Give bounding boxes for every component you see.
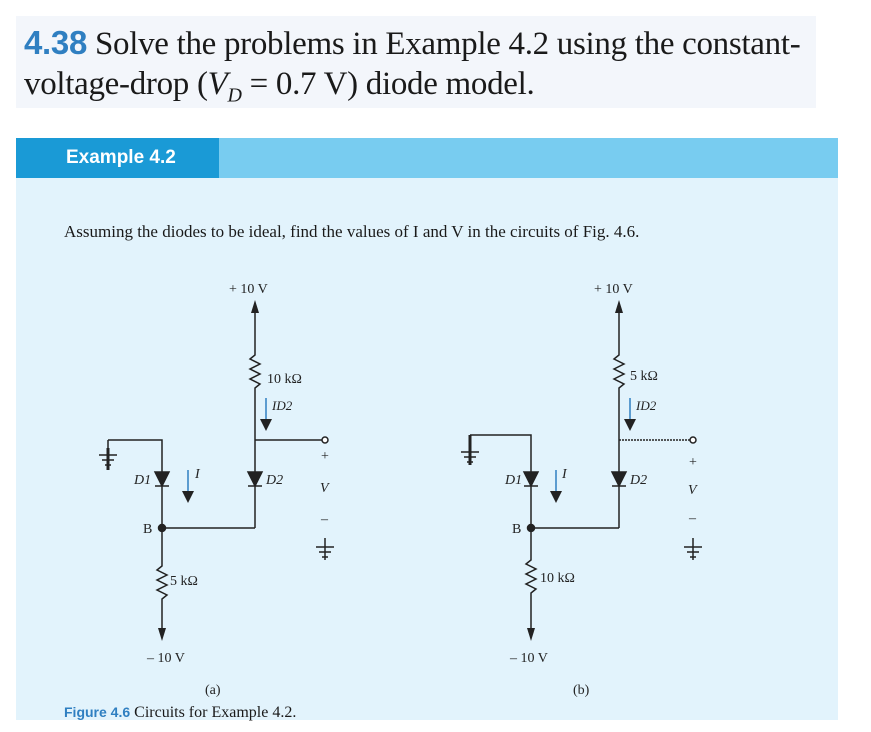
circuit-b-resistor-top	[614, 330, 624, 440]
circuit-a-ground-right	[316, 538, 334, 560]
circuit-a-supply-top: + 10 V	[229, 282, 268, 297]
problem-text-2b: = 0.7 V) diode model.	[241, 66, 535, 102]
circuit-a-node-label: B	[143, 522, 153, 537]
figure-caption	[64, 704, 296, 722]
circuit-b-v-minus: –	[689, 511, 696, 526]
circuit-a-label: (a)	[205, 683, 221, 698]
circuit-a-current-i-label: I	[195, 467, 200, 482]
circuit-a-resistor-bottom	[157, 528, 167, 630]
caption-figure-number: Figure 4.6	[64, 704, 131, 720]
circuit-b	[461, 300, 702, 641]
circuit-a-diode1	[155, 472, 169, 486]
circuit-b-label: (b)	[573, 683, 590, 698]
problem-line-2	[24, 66, 534, 108]
circuit-a-diode2	[248, 472, 262, 486]
circuit-a-resistor-top	[250, 330, 260, 440]
circuit-a-supply-bottom: – 10 V	[147, 651, 185, 666]
circuit-b-ground-right	[684, 538, 702, 560]
circuit-b-diode2-label: D2	[630, 473, 648, 488]
vd-symbol: V	[207, 66, 228, 102]
circuit-a-v-label: V	[320, 481, 329, 496]
circuit-b-diode2	[612, 472, 626, 486]
circuit-a-resistor-top-label: 10 kΩ	[267, 372, 302, 387]
circuit-b-resistor-bottom	[526, 528, 536, 630]
circuit-b-resistor-top-label: 5 kΩ	[630, 369, 658, 384]
circuit-b-current-i-label: I	[562, 467, 567, 482]
problem-line-1	[24, 24, 800, 63]
circuit-figure	[16, 182, 838, 702]
example-prompt: Assuming the diodes to be ideal, find the values of I and V in the circuits of Fig. 4.6.	[64, 222, 640, 241]
circuit-b-v-plus: +	[689, 455, 697, 470]
problem-statement	[16, 16, 816, 108]
circuit-a-diode1-label: D1	[134, 473, 152, 488]
circuit-a-current-d2-label: ID2	[272, 398, 293, 413]
circuit-b-resistor-bottom-label: 10 kΩ	[540, 571, 575, 586]
circuit-a-diode2-label: D2	[266, 473, 284, 488]
problem-number: 4.38	[24, 24, 88, 61]
example-title: Example 4.2	[66, 147, 176, 168]
circuit-b-labels	[504, 282, 698, 698]
circuit-b-diode1-label: D1	[505, 473, 523, 488]
circuit-a	[99, 300, 334, 641]
caption-text: Circuits for Example 4.2.	[134, 704, 297, 721]
circuit-b-diode1	[524, 472, 538, 486]
circuit-b-supply-bottom: – 10 V	[510, 651, 548, 666]
circuit-a-v-minus: –	[321, 512, 328, 527]
circuit-a-resistor-bottom-label: 5 kΩ	[170, 574, 198, 589]
problem-text-1: Solve the problems in Example 4.2 using the constant-	[94, 26, 801, 62]
example-tab	[16, 138, 219, 178]
circuit-b-supply-top: + 10 V	[594, 282, 633, 297]
vd-subscript: D	[227, 84, 242, 107]
circuit-b-current-d2-label: ID2	[636, 398, 657, 413]
problem-text-2a: voltage-drop (	[24, 66, 208, 102]
circuit-a-v-plus: +	[321, 449, 329, 464]
circuit-b-node-label: B	[512, 522, 522, 537]
circuit-b-v-label: V	[688, 483, 697, 498]
